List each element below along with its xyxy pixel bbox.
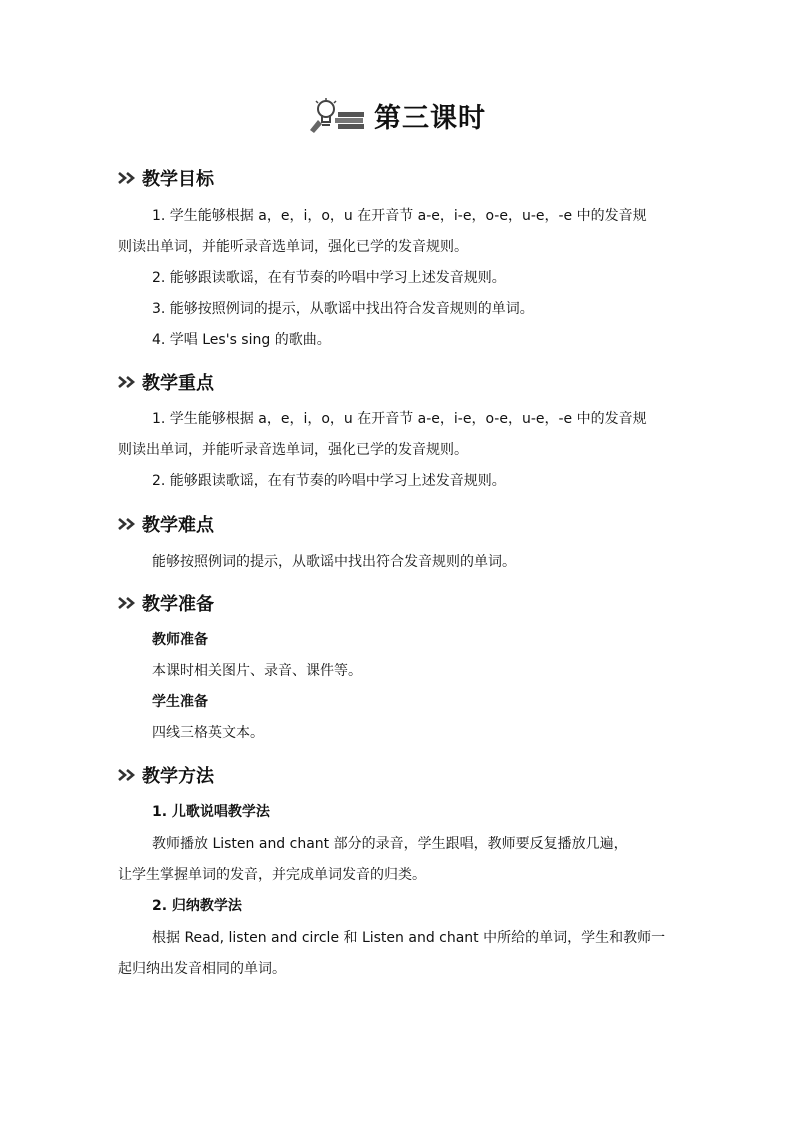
double-chevron-icon (118, 171, 140, 185)
student-prep-text: 四线三格英文本。 (152, 725, 264, 741)
section-heading-preparation (118, 590, 214, 616)
double-chevron-icon (118, 596, 140, 610)
goal-line-4: 3. 能够按照例词的提示，从歌谣中找出符合发音规则的单词。 (152, 301, 534, 317)
section-heading-methods (118, 762, 214, 788)
teacher-prep-text: 本课时相关图片、录音、课件等。 (152, 663, 362, 679)
section-heading-key-points (118, 369, 214, 395)
section-heading-label: 教学方法 (142, 766, 214, 787)
key-point-line-3: 2. 能够跟读歌谣，在有节奏的吟唱中学习上述发音规则。 (152, 473, 506, 489)
double-chevron-icon (118, 375, 140, 389)
method-1-line-2: 让学生掌握单词的发音，并完成单词发音的归类。 (118, 867, 426, 883)
difficulty-line-1: 能够按照例词的提示，从歌谣中找出符合发音规则的单词。 (152, 554, 516, 570)
method-2-title: 2. 归纳教学法 (152, 898, 242, 914)
goal-line-5: 4. 学唱 Les's sing 的歌曲。 (152, 332, 331, 348)
page-header (0, 96, 794, 135)
lightbulb-books-icon (308, 98, 366, 134)
method-1-line-1: 教师播放 Listen and chant 部分的录音，学生跟唱，教师要反复播放几遍， (152, 836, 628, 852)
section-heading-label: 教学目标 (142, 169, 214, 190)
method-2-line-1: 根据 Read, listen and circle 和 Listen and chant 中所给的单词，学生和教师一 (152, 930, 666, 946)
student-prep-label: 学生准备 (152, 694, 208, 710)
page-title: 第三课时 (374, 103, 486, 134)
section-heading-goals (118, 165, 214, 191)
section-heading-difficulties (118, 511, 214, 537)
goal-line-3: 2. 能够跟读歌谣，在有节奏的吟唱中学习上述发音规则。 (152, 270, 506, 286)
key-point-line-2: 则读出单词，并能听录音选单词，强化已学的发音规则。 (118, 442, 468, 458)
section-heading-label: 教学准备 (142, 594, 214, 615)
key-point-line-1: 1. 学生能够根据 a，e，i，o，u 在开音节 a-e，i-e，o-e，u-e，-e 中的发音规 (152, 411, 647, 427)
double-chevron-icon (118, 768, 140, 782)
method-1-title: 1. 儿歌说唱教学法 (152, 804, 270, 820)
goal-line-1: 1. 学生能够根据 a，e，i，o，u 在开音节 a-e，i-e，o-e，u-e，-e 中的发音规 (152, 208, 647, 224)
section-heading-label: 教学难点 (142, 515, 214, 536)
goal-line-2: 则读出单词，并能听录音选单词，强化已学的发音规则。 (118, 239, 468, 255)
section-heading-label: 教学重点 (142, 373, 214, 394)
method-2-line-2: 起归纳出发音相同的单词。 (118, 961, 286, 977)
teacher-prep-label: 教师准备 (152, 632, 208, 648)
double-chevron-icon (118, 517, 140, 531)
